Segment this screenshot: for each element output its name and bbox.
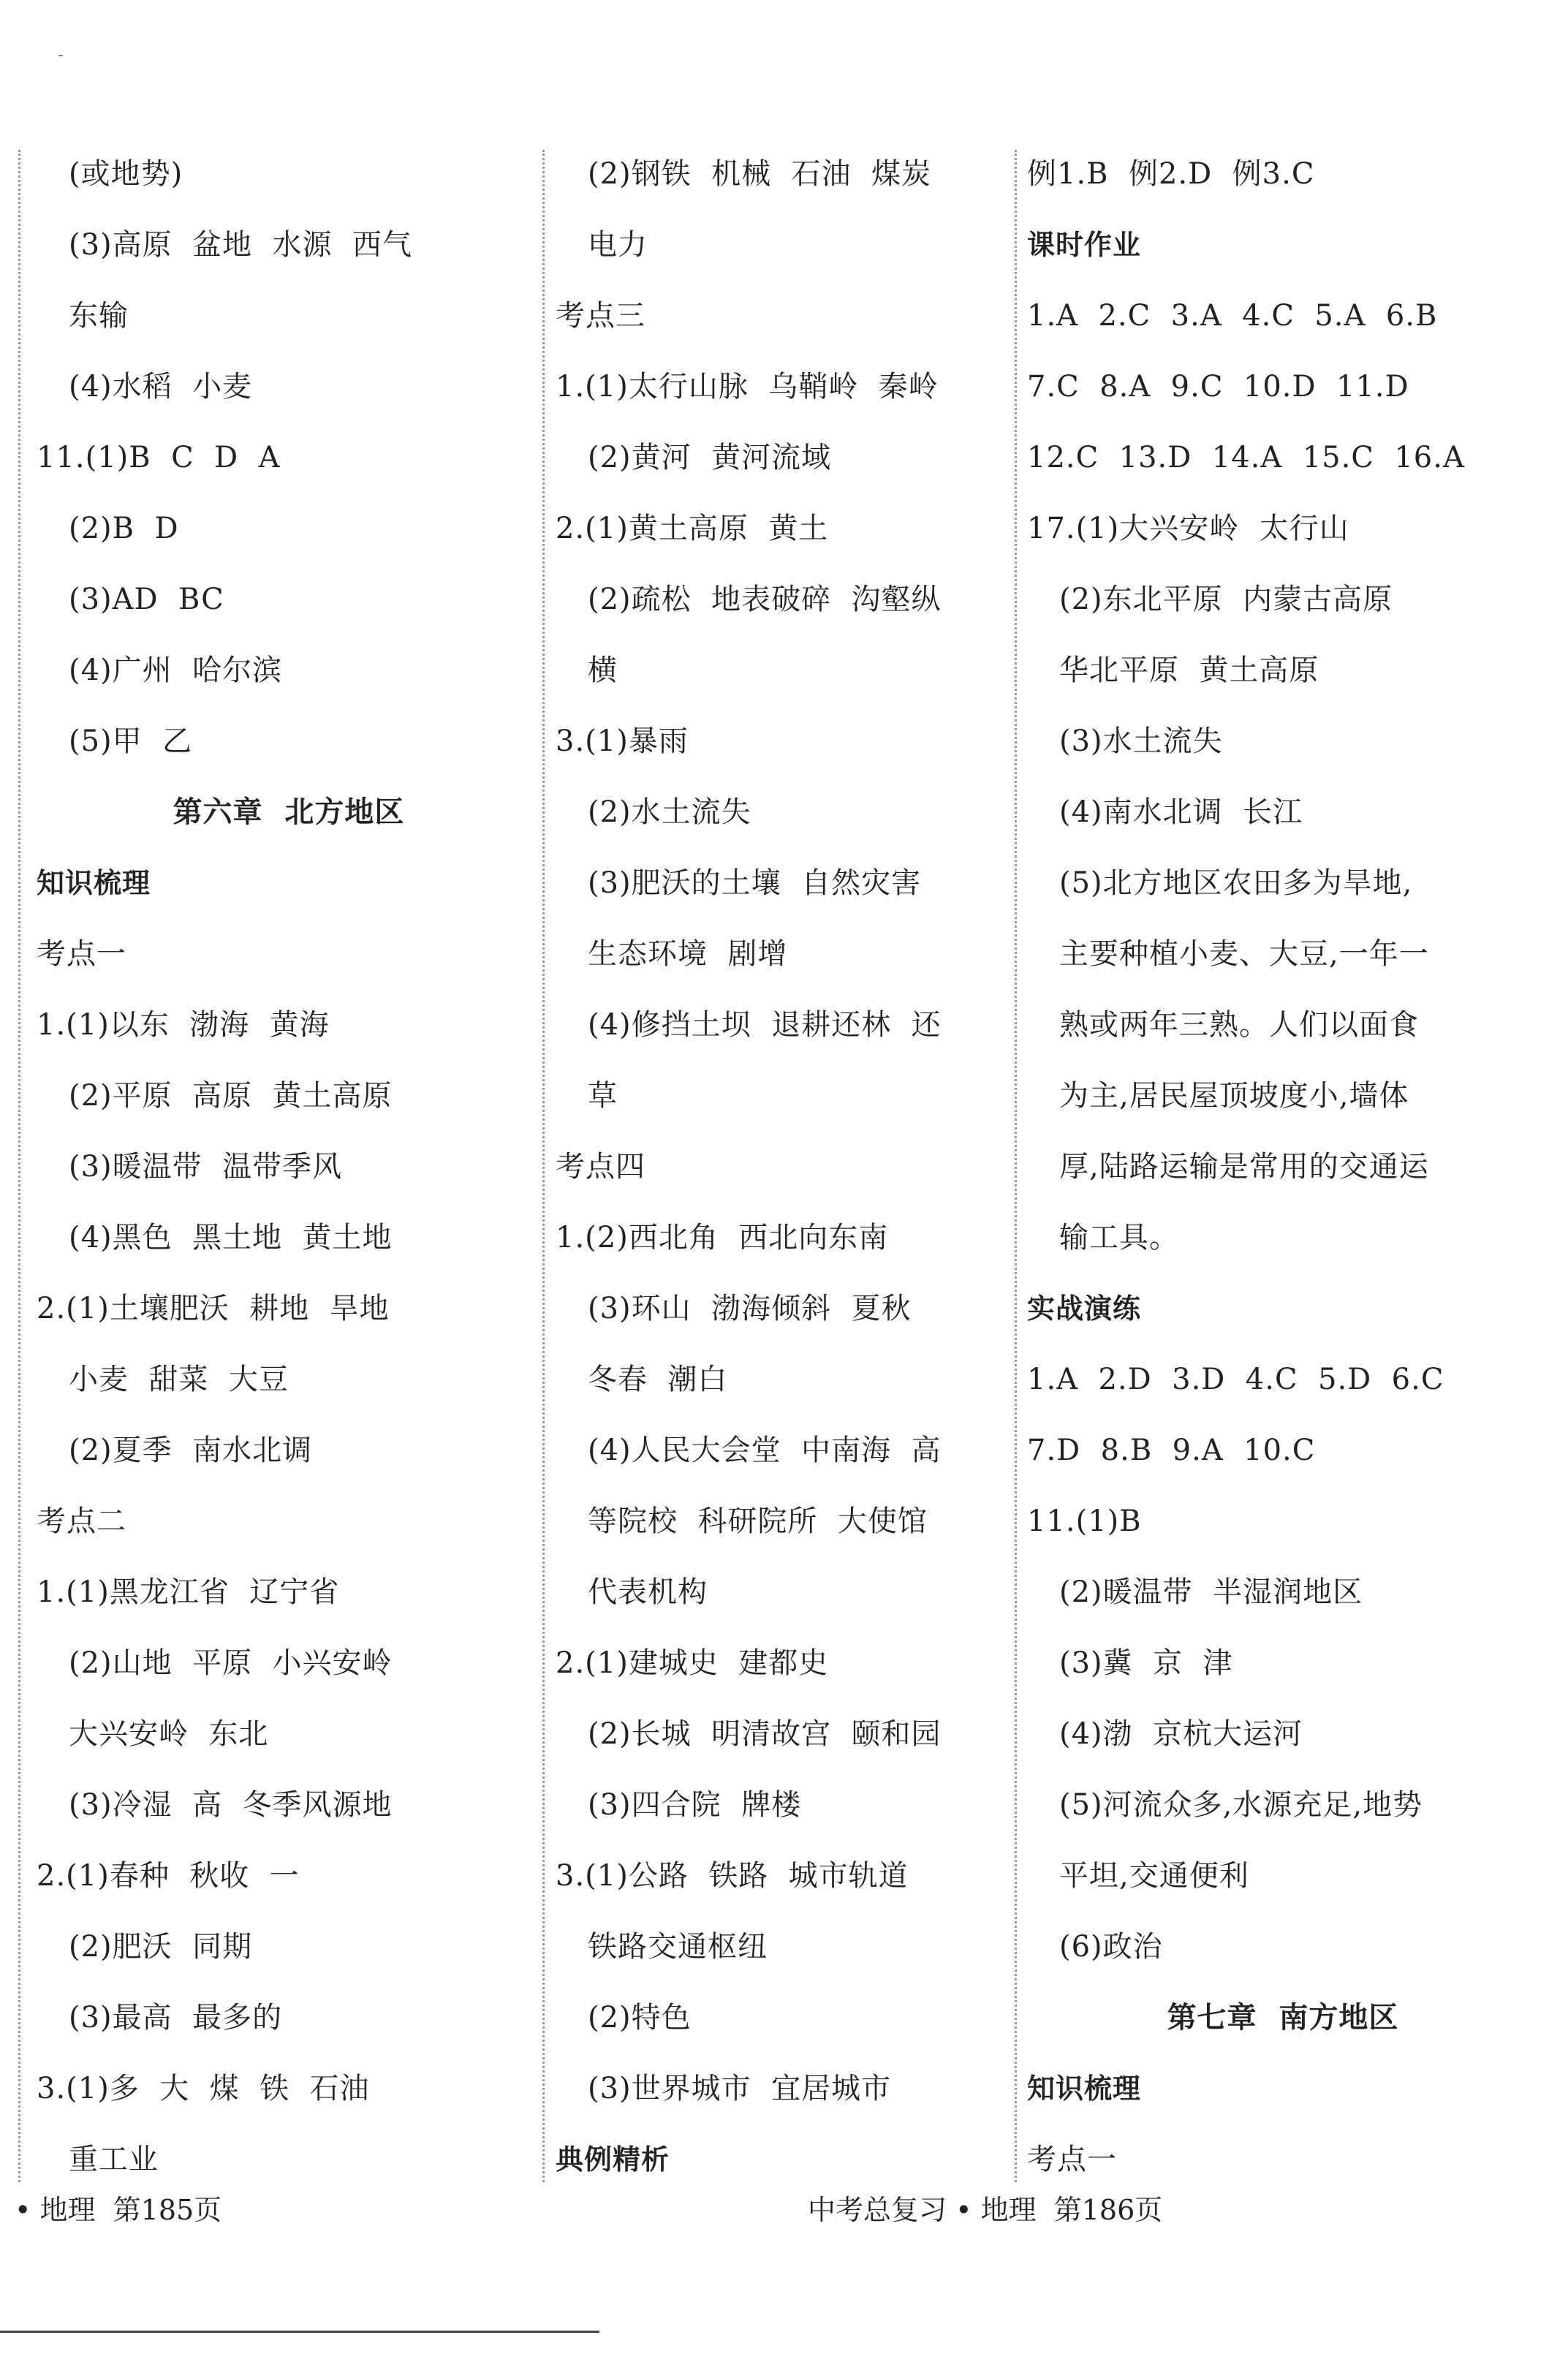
answer-line: 2.(1)黄土高原 黄土 xyxy=(556,512,829,545)
answer-line: 17.(1)大兴安岭 太行山 xyxy=(1027,512,1349,545)
section-heading: 知识梳理 xyxy=(37,867,151,899)
answer-line: (5)河流众多,水源充足,地势 xyxy=(1059,1788,1423,1822)
answer-line: 主要种植小麦、大豆,一年一 xyxy=(1059,937,1429,971)
answer-line: 电力 xyxy=(588,228,648,262)
section-heading: 知识梳理 xyxy=(1027,2073,1142,2105)
answer-line: (3)世界城市 宜居城市 xyxy=(588,2072,892,2105)
answer-line: 1.(1)以东 渤海 黄海 xyxy=(37,1008,330,1042)
answer-line: (2)B D xyxy=(69,512,179,545)
answer-line: 2.(1)土壤肥沃 耕地 旱地 xyxy=(37,1292,390,1325)
answer-line: 2.(1)春种 秋收 一 xyxy=(37,1859,300,1893)
answer-line: (3)水土流失 xyxy=(1059,724,1223,758)
answer-line: 小麦 甜菜 大豆 xyxy=(69,1363,289,1396)
answer-line: (3)最高 最多的 xyxy=(69,2001,283,2035)
answer-line: (4)黑色 黑土地 黄土地 xyxy=(69,1221,393,1254)
chapter-title: 第七章 南方地区 xyxy=(1167,2001,1399,2035)
page-footer-left: • 地理 第185页 xyxy=(15,2194,222,2226)
section-heading: 实战演练 xyxy=(1027,1293,1142,1325)
bottom-rule xyxy=(0,2331,599,2333)
answer-line: 冬春 潮白 xyxy=(588,1363,728,1396)
page-footer-right: 中考总复习 • 地理 第186页 xyxy=(808,2194,1163,2226)
answer-line: 1.A 2.D 3.D 4.C 5.D 6.C xyxy=(1027,1363,1444,1396)
answer-line: 横 xyxy=(588,654,618,687)
answer-line: 1.A 2.C 3.A 4.C 5.A 6.B xyxy=(1027,299,1438,333)
answer-line: 等院校 科研院所 大使馆 xyxy=(588,1505,928,1538)
answer-line: (2)长城 明清故宫 颐和园 xyxy=(588,1717,942,1751)
answer-line: (3)环山 渤海倾斜 夏秋 xyxy=(588,1292,912,1325)
answer-line: 考点三 xyxy=(556,299,645,333)
answer-line: (2)黄河 黄河流域 xyxy=(588,441,832,474)
answer-line: 11.(1)B xyxy=(1027,1505,1142,1538)
answer-line: 考点四 xyxy=(556,1150,645,1184)
scan-mark xyxy=(58,55,63,56)
answer-line: (2)东北平原 内蒙古高原 xyxy=(1059,583,1393,616)
answer-line: (4)南水北调 长江 xyxy=(1059,795,1303,829)
answer-line: (4)渤 京杭大运河 xyxy=(1059,1717,1303,1751)
answer-line: 草 xyxy=(588,1079,618,1113)
answer-line: 1.(2)西北角 西北向东南 xyxy=(556,1221,889,1254)
answer-line: (6)政治 xyxy=(1059,1930,1163,1964)
answer-column-middle xyxy=(556,139,1009,2195)
answer-line: (2)肥沃 同期 xyxy=(69,1930,253,1964)
answer-line: (5)北方地区农田多为旱地, xyxy=(1059,866,1413,900)
answer-line: (3)冀 京 津 xyxy=(1059,1646,1233,1680)
answer-line: 3.(1)公路 铁路 城市轨道 xyxy=(556,1859,909,1893)
answer-line: (2)特色 xyxy=(588,2001,692,2035)
answer-line: (3)冷湿 高 冬季风源地 xyxy=(69,1788,393,1822)
answer-line: (4)人民大会堂 中南海 高 xyxy=(588,1434,942,1467)
answer-line: 代表机构 xyxy=(588,1575,708,1609)
answer-line: (2)疏松 地表破碎 沟壑纵 xyxy=(588,583,942,616)
chapter-title: 第六章 北方地区 xyxy=(173,795,405,829)
answer-line: (2)平原 高原 黄土高原 xyxy=(69,1079,393,1113)
answer-line: 东输 xyxy=(69,299,129,333)
answer-line: (3)肥沃的土壤 自然灾害 xyxy=(588,866,922,900)
answer-line: (4)水稻 小麦 xyxy=(69,370,253,404)
answer-line: 3.(1)暴雨 xyxy=(556,724,689,758)
column-divider xyxy=(542,150,545,2182)
answer-line: (4)修挡土坝 退耕还林 还 xyxy=(588,1008,942,1042)
answer-line: 考点一 xyxy=(1027,2143,1117,2176)
answer-line: 生态环境 剧增 xyxy=(588,937,788,971)
answer-line: 11.(1)B C D A xyxy=(37,441,281,474)
answer-line: 7.C 8.A 9.C 10.D 11.D xyxy=(1027,370,1409,404)
answer-line: (2)水土流失 xyxy=(588,795,751,829)
answer-line: 铁路交通枢纽 xyxy=(588,1930,768,1964)
answer-line: (3)AD BC xyxy=(69,583,224,616)
answer-line: (2)钢铁 机械 石油 煤炭 xyxy=(588,157,931,191)
answer-line: 为主,居民屋顶坡度小,墙体 xyxy=(1059,1079,1409,1113)
answer-line: 厚,陆路运输是常用的交通运 xyxy=(1059,1150,1429,1184)
answer-line: 3.(1)多 大 煤 铁 石油 xyxy=(37,2072,370,2105)
answer-line: 华北平原 黄土高原 xyxy=(1059,654,1319,687)
answer-line: 考点二 xyxy=(37,1505,126,1538)
answer-line: 熟或两年三熟。人们以面食 xyxy=(1059,1008,1419,1042)
answer-line: 例1.B 例2.D 例3.C xyxy=(1027,157,1315,191)
answer-column-right xyxy=(1027,139,1539,2195)
answer-line: 输工具。 xyxy=(1059,1221,1179,1254)
answer-line: (2)暖温带 半湿润地区 xyxy=(1059,1575,1363,1609)
column-divider xyxy=(1015,150,1017,2182)
answer-line: 重工业 xyxy=(69,2143,159,2176)
answer-line: (或地势) xyxy=(69,157,183,191)
answer-line: (2)夏季 南水北调 xyxy=(69,1434,313,1467)
answer-line: (3)四合院 牌楼 xyxy=(588,1788,802,1822)
answer-line: 7.D 8.B 9.A 10.C xyxy=(1027,1434,1316,1467)
answer-line: 1.(1)黑龙江省 辽宁省 xyxy=(37,1575,340,1609)
column-divider xyxy=(18,150,20,2182)
answer-line: 大兴安岭 东北 xyxy=(69,1717,269,1751)
answer-line: (3)高原 盆地 水源 西气 xyxy=(69,228,412,262)
answer-column-left xyxy=(37,139,541,2195)
answer-line: (5)甲 乙 xyxy=(69,724,193,758)
answer-line: (2)山地 平原 小兴安岭 xyxy=(69,1646,393,1680)
answer-line: 考点一 xyxy=(37,937,126,971)
section-heading: 典例精析 xyxy=(556,2143,670,2176)
answer-line: 2.(1)建城史 建都史 xyxy=(556,1646,829,1680)
section-heading: 课时作业 xyxy=(1027,229,1142,261)
answer-line: (4)广州 哈尔滨 xyxy=(69,654,283,687)
answer-line: 平坦,交通便利 xyxy=(1059,1859,1249,1893)
answer-line: (3)暖温带 温带季风 xyxy=(69,1150,343,1184)
answer-line: 12.C 13.D 14.A 15.C 16.A xyxy=(1027,441,1465,474)
answer-line: 1.(1)太行山脉 乌鞘岭 秦岭 xyxy=(556,370,939,404)
